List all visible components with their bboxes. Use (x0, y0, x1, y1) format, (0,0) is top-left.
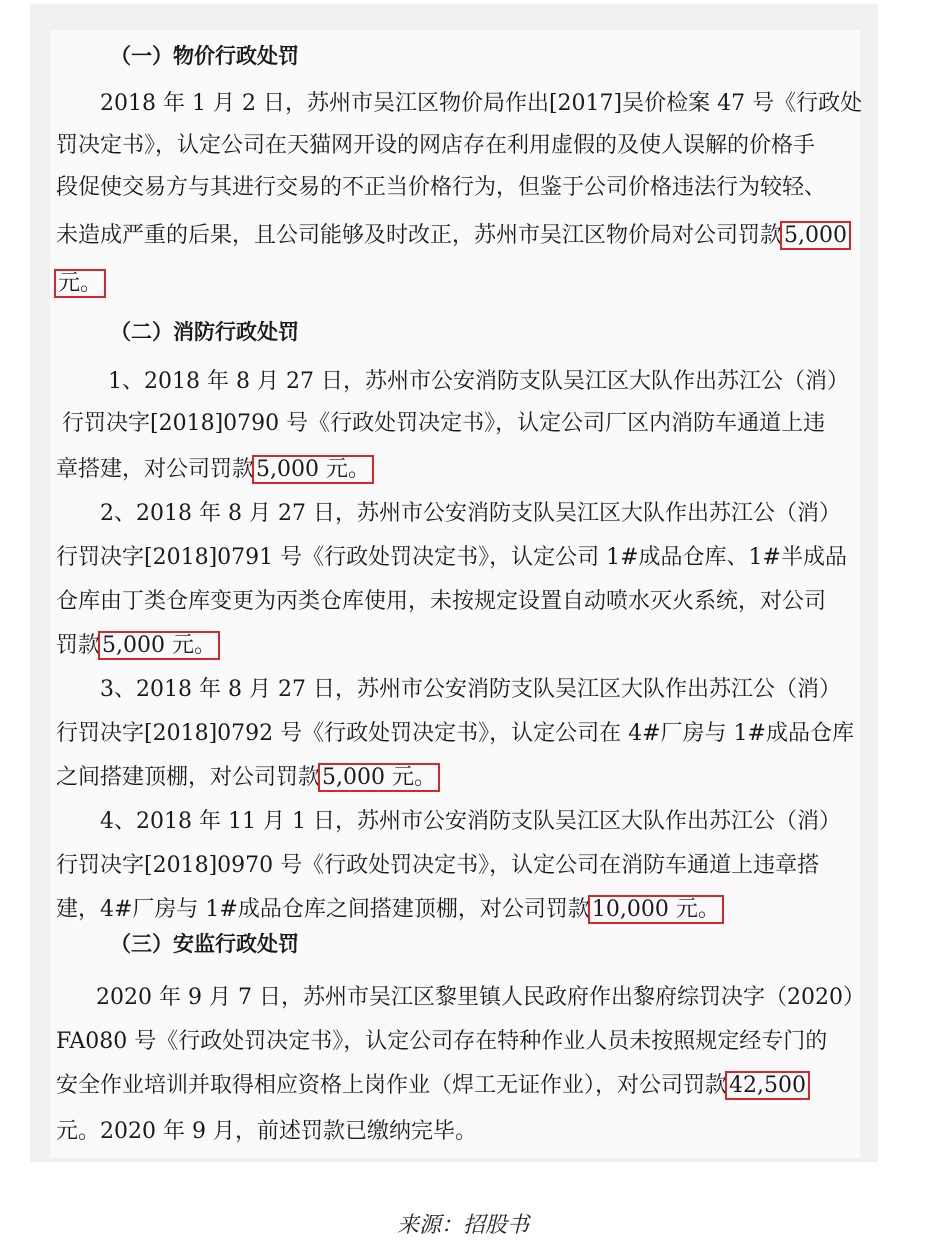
paragraph-line: 4、2018 年 11 月 1 日，苏州市公安消防支队吴江区大队作出苏江公（消） (100, 809, 841, 834)
heading-price-penalty: （一）物价行政处罚 (110, 44, 299, 68)
paragraph-line: 2018 年 1 月 2 日，苏州市吴江区物价局作出[2017]吴价检案 47 号《行政处 (100, 91, 863, 116)
paragraph-line: 1、2018 年 8 月 27 日，苏州市公安消防支队吴江区大队作出苏江公（消） (108, 369, 849, 394)
heading-safety-penalty: （三）安监行政处罚 (110, 932, 299, 956)
paragraph-line: 仓库由丁类仓库变更为丙类仓库使用，未按规定设置自动喷水灭火系统，对公司 (56, 589, 827, 614)
paragraph-line: 之间搭建顶棚，对公司罚款5,000 元。 (56, 765, 436, 790)
source-caption: 来源：招股书 (396, 1213, 529, 1238)
paragraph-line (56, 266, 104, 302)
paragraph-line: FA080 号《行政处罚决定书》，认定公司存在特种作业人员未按照规定经专门的 (56, 1029, 828, 1054)
fine-amount-highlight: 5,000 元。 (322, 765, 436, 790)
paragraph-line: 罚决定书》，认定公司在天猫网开设的网店存在利用虚假的及使人误解的价格手 (56, 133, 816, 158)
fine-amount-highlight: 10,000 元。 (591, 897, 720, 922)
paragraph-line: 2020 年 9 月 7 日，苏州市吴江区黎里镇人民政府作出黎府综罚决字（2020） (96, 985, 865, 1010)
paragraph-line: 行罚决字[2018]0792 号《行政处罚决定书》，认定公司在 4#厂房与 1#成品仓库 (56, 721, 854, 746)
fine-amount-highlight: 5,000 元。 (102, 633, 216, 658)
fine-amount-highlight: 元。 (58, 271, 103, 296)
paragraph-line: 章搭建，对公司罚款5,000 元。 (56, 457, 370, 482)
paragraph-line: 元。2020 年 9 月，前述罚款已缴纳完毕。 (56, 1119, 477, 1144)
paragraph-line: 安全作业培训并取得相应资格上岗作业（焊工无证作业），对公司罚款42,500 (56, 1073, 806, 1098)
paragraph-line: 建，4#厂房与 1#成品仓库之间搭建顶棚，对公司罚款10,000 元。 (56, 897, 720, 922)
paragraph-line: 行罚决字[2018]0790 号《行政处罚决定书》，认定公司厂区内消防车通道上违 (62, 411, 826, 436)
heading-fire-penalty: （二）消防行政处罚 (110, 320, 299, 344)
paragraph-line: 未造成严重的后果，且公司能够及时改正，苏州市吴江区物价局对公司罚款5,000 (56, 223, 847, 248)
paragraph-line: 罚款5,000 元。 (56, 633, 216, 658)
paragraph-line: 行罚决字[2018]0970 号《行政处罚决定书》，认定公司在消防车通道上违章搭 (56, 853, 820, 878)
fine-amount-highlight: 5,000 (784, 223, 847, 248)
paragraph-line: 段促使交易方与其进行交易的不正当价格行为，但鉴于公司价格违法行为较轻、 (56, 175, 827, 200)
paragraph-line: 3、2018 年 8 月 27 日，苏州市公安消防支队吴江区大队作出苏江公（消） (100, 677, 841, 702)
fine-amount-highlight: 5,000 元。 (256, 457, 370, 482)
paragraph-line: 2、2018 年 8 月 27 日，苏州市公安消防支队吴江区大队作出苏江公（消） (100, 501, 841, 526)
fine-amount-highlight: 42,500 (729, 1073, 806, 1098)
paragraph-line: 行罚决字[2018]0791 号《行政处罚决定书》，认定公司 1#成品仓库、1#半成品 (56, 545, 847, 570)
